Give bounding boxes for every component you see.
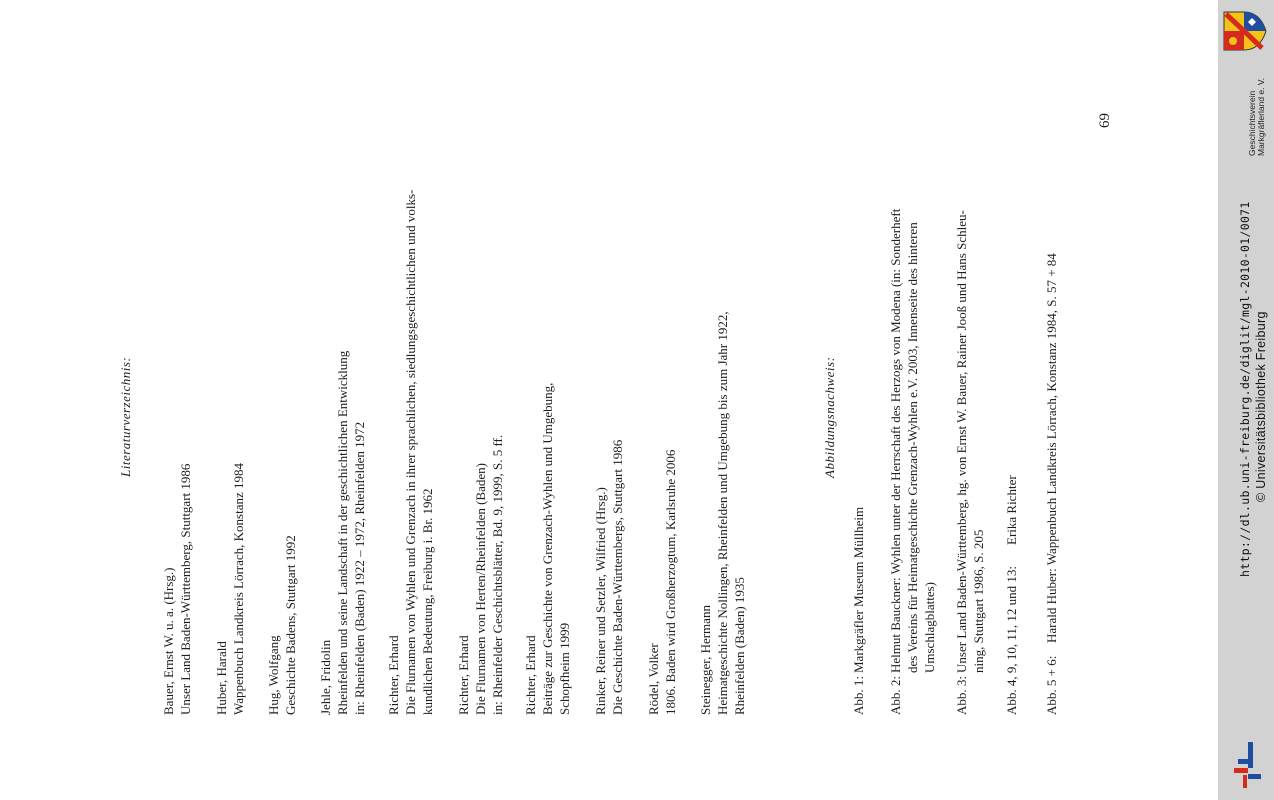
credits-heading: Abbildungsnachweis: [822,356,837,478]
reference-author: Richter, Erhard [456,635,471,715]
credit-line: Harald Huber: Wappenbuch Landkreis Lörrach, Konstanz 1984, S. 57 + 84 [1044,253,1059,643]
credit-source [953,210,987,673]
credit-source [850,507,867,673]
credit-label: Abb. 1: [851,676,866,715]
credit-source [1003,475,1020,545]
reference-author: Richter, Erhard [386,635,401,715]
credit-line: Unser Land Baden-Württemberg, hg. von Ernst W. Bauer, Rainer Jooß und Hans Schleu- [954,210,969,673]
coat-of-arms-icon [1222,10,1268,52]
reference-line: in: Rheinfelden (Baden) 1922 – 1972, Rheinfelden 1972 [352,421,367,715]
reference-author: Jehle, Fridolin [318,639,333,715]
credit-label: Abb. 5 + 6: [1044,655,1059,715]
reference-entry [592,440,626,715]
literature-heading: Literaturverzeichnis: [118,356,133,477]
credit-label: Abb. 2: [888,676,903,715]
credit-line: Umschlagblattes) [922,582,937,673]
reference-line: Rheinfelden und seine Landschaft in der geschichtlichen Entwicklung [335,350,350,715]
reference-entry [522,383,573,715]
reference-author: Steinegger, Hermann [698,605,713,715]
reference-line: in: Rheinfelder Geschichtsblätter, Bd. 9, 1999, S. 5 ff. [490,434,505,715]
reference-author: Hug, Wolfgang [266,635,281,715]
reference-line: Die Geschichte Baden-Württembergs, Stuttgart 1986 [610,439,625,715]
reference-author: Bauer, Ernst W. u. a. (Hrsg.) [161,567,176,715]
reference-line: Geschichte Badens, Stuttgart 1992 [283,535,298,715]
society-name-line2: Markgräflerland e. V. [1256,77,1266,156]
reference-entry [317,351,368,715]
reference-line: Unser Land Baden-Württemberg, Stuttgart 1986 [178,463,193,715]
credit-label: Abb. 4, 9, 10, 11, 12 und 13: [1004,565,1019,715]
reference-line: Beiträge zur Geschichte von Grenzach-Wyhlen und Umgebung, [540,382,555,715]
reference-entry [385,190,436,715]
credit-source [1043,253,1060,643]
reference-line: Die Flurnamen von Wyhlen und Grenzach in ihrer sprachlichen, siedlungsgeschichtlichen und volks- [403,189,418,715]
reference-author: Richter, Erhard [523,635,538,715]
reference-entry [265,535,299,715]
source-url-link[interactable]: http://dl.ub.uni-freiburg.de/diglit/mgl-2010-01/0071 [1238,201,1252,577]
credit-line: Erika Richter [1004,475,1019,545]
reference-line: Heimatgeschichte Nollingen, Rheinfelden und Umgebung bis zum Jahr 1922, [715,311,730,715]
reference-line: Die Flurnamen von Herten/Rheinfelden (Baden) [473,463,488,715]
reference-entry [455,435,506,715]
credit-line: ning, Stuttgart 1986, S. 205 [971,529,986,673]
credit-source [887,209,938,673]
copyright-text: © Universitätsbibliothek Freiburg [1254,311,1268,502]
library-sidebar [1218,0,1274,800]
page-number: 69 [1097,113,1113,128]
reference-author: Rinker, Reiner und Setzler, Wilfried (Hrsg.) [593,487,608,715]
reference-line: kundlichen Bedeutung, Freiburg i. Br. 1962 [420,488,435,715]
reference-line: 1806. Baden wird Großherzogtum, Karlsruhe 2006 [663,449,678,715]
society-name-line1: Geschichtsverein [1247,90,1257,156]
reference-entry [697,311,748,715]
reference-entry [160,464,194,715]
reference-line: Wappenbuch Landkreis Lörrach, Konstanz 1984 [231,462,246,715]
credit-label: Abb. 3: [954,676,969,715]
reference-author: Rödel, Volker [646,643,661,715]
credit-line: Helmut Bauckner: Wyhlen unter der Herrschaft des Herzogs von Modena (in: Sonderheft [888,208,903,673]
reference-author: Huber, Harald [214,641,229,715]
reference-entry [213,463,247,715]
reference-line: Schopfheim 1999 [557,622,572,715]
credit-line: Markgräfler Museum Müllheim [851,506,866,673]
ub-freiburg-logo-icon [1226,742,1266,788]
reference-entry [645,450,679,715]
reference-line: Rheinfelden (Baden) 1935 [732,577,747,715]
credit-line: des Vereins für Heimatgeschichte Grenzach-Wyhlen e.V. 2003, Innenseite des hinteren [905,222,920,673]
